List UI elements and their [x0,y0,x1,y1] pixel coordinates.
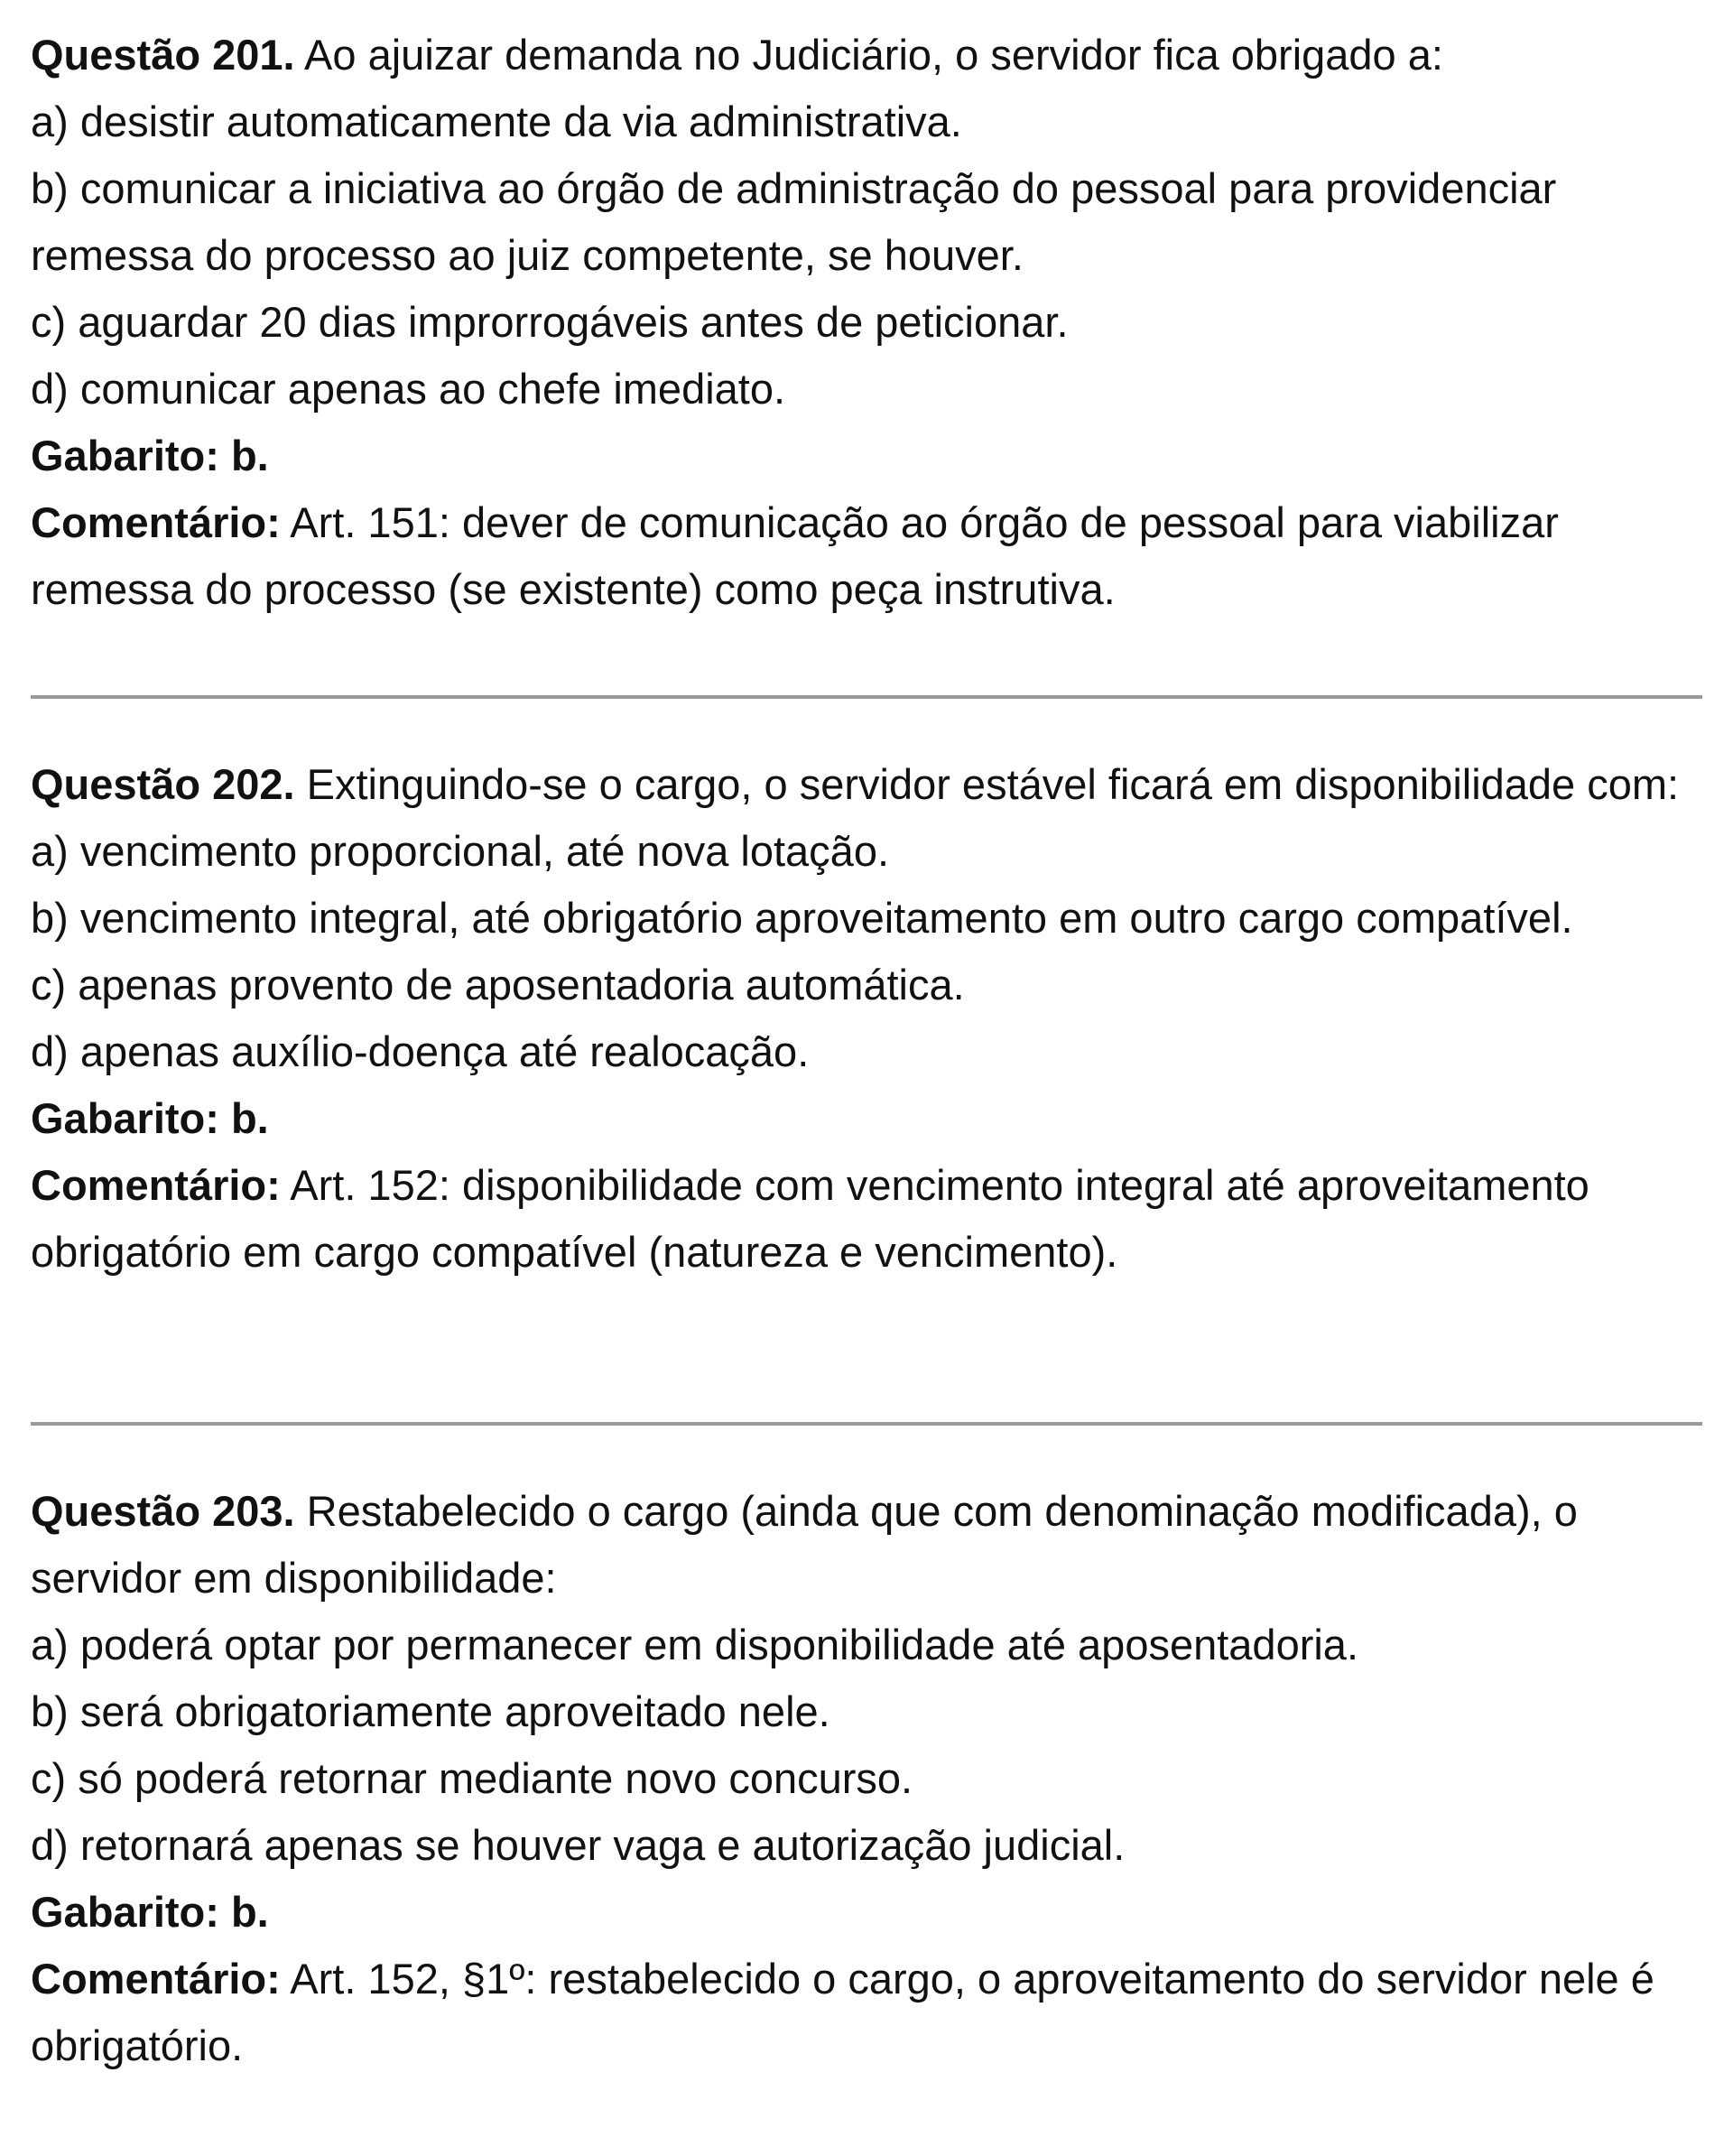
option-b: b) será obrigatoriamente aproveitado nele. [31,1687,830,1735]
option-c: c) apenas provento de aposentadoria automática. [31,961,965,1008]
question-number: Questão 202. [31,760,295,808]
comment-label: Comentário: [31,498,281,546]
question-201 [31,22,1702,623]
comment-label: Comentário: [31,1161,281,1209]
comment [31,1946,1702,2079]
option-a: a) vencimento proporcional, até nova lotação. [31,827,890,875]
option-c: c) aguardar 20 dias improrrogáveis antes de peticionar. [31,298,1069,346]
question-203 [31,1478,1702,2079]
question-prompt: Restabelecido o cargo (ainda que com denominação modificada), o servidor em disponibilidade: [31,1487,1578,1602]
question-number: Questão 201. [31,31,295,79]
section-divider [31,1422,1702,1426]
question-prompt: Extinguindo-se o cargo, o servidor estável ficará em disponibilidade com: [294,760,1680,808]
question-statement [31,22,1702,88]
comment [31,1152,1702,1286]
option-b: b) vencimento integral, até obrigatório aproveitamento em outro cargo compatível. [31,894,1573,942]
option-d: d) retornará apenas se houver vaga e autorização judicial. [31,1821,1126,1869]
comment-text: Art. 152: disponibilidade com vencimento integral até aproveitamento obrigatório em cargo compatível (natureza e vencimento). [31,1161,1589,1276]
answer-key: Gabarito: b. [31,432,269,479]
option-b: b) comunicar a iniciativa ao órgão de administração do pessoal para providenciar remessa do processo ao juiz competente, se houver. [31,164,1557,279]
question-statement [31,751,1702,818]
option-d: d) apenas auxílio-doença até realocação. [31,1027,810,1075]
section-divider [31,695,1702,699]
option-c: c) só poderá retornar mediante novo concurso. [31,1754,913,1802]
comment-text: Art. 152, §1º: restabelecido o cargo, o aproveitamento do servidor nele é obrigatório. [31,1955,1654,2069]
comment-label: Comentário: [31,1955,281,2003]
answer-key: Gabarito: b. [31,1094,269,1142]
answer-key: Gabarito: b. [31,1888,269,1936]
question-number: Questão 203. [31,1487,295,1535]
question-202 [31,751,1702,1286]
option-a: a) desistir automaticamente da via administrativa. [31,98,962,145]
option-a: a) poderá optar por permanecer em disponibilidade até aposentadoria. [31,1621,1358,1668]
question-prompt: Ao ajuizar demanda no Judiciário, o servidor fica obrigado a: [294,31,1443,79]
option-d: d) comunicar apenas ao chefe imediato. [31,365,786,413]
comment-text: Art. 151: dever de comunicação ao órgão de pessoal para viabilizar remessa do processo (se existente) como peça instrutiva. [31,498,1559,613]
comment [31,489,1702,623]
question-statement [31,1478,1702,1612]
